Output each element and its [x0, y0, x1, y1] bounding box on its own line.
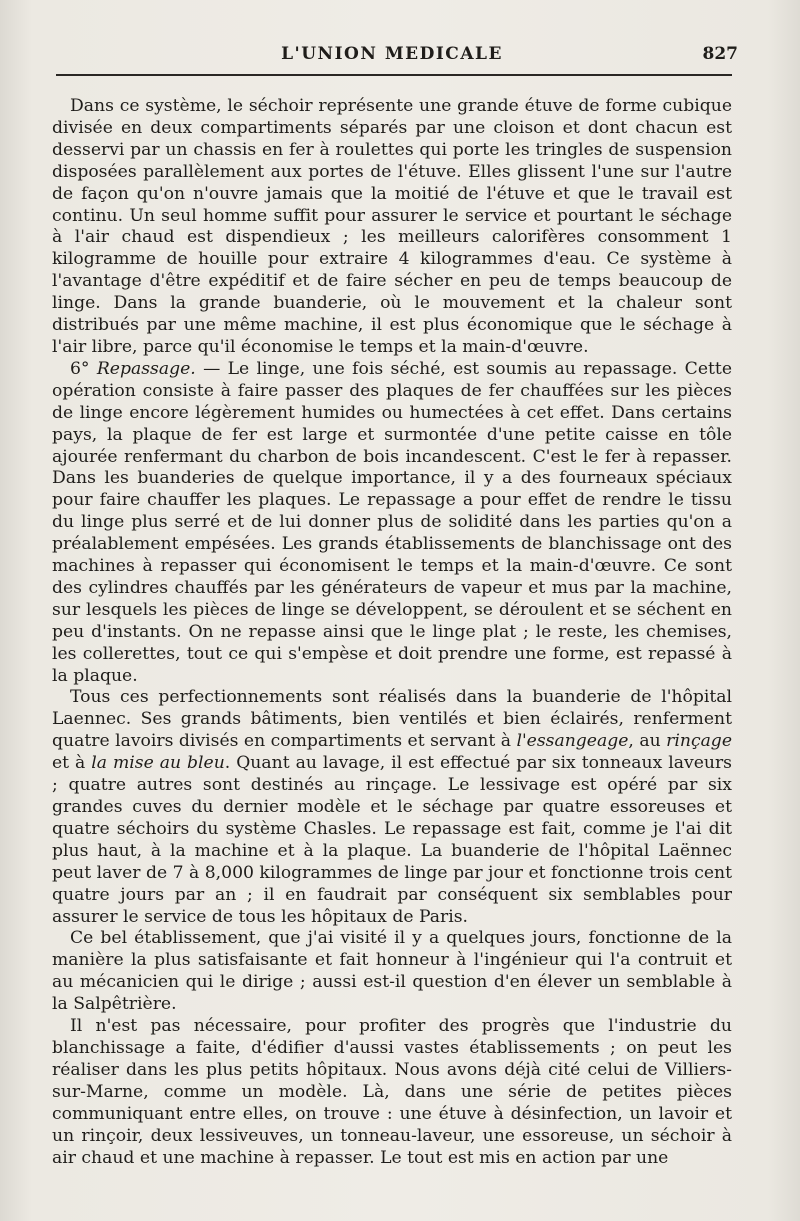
page-header: [52, 44, 738, 78]
text-segment: Il n'est pas nécessaire, pour profiter des progrès que l'industrie du blanchissage a faite, d'édifier d'aussi vastes établissements ; on peut les réaliser dans les plus petits hôpitaux. Nous avons déjà cité celui de Villiers-sur-Marne, comme un modèle. Là, dans une série de petites pièces communiquant entre elles, on trouve : une étuve à désinfection, un lavoir et un rinçoir, deux lessiveuves, un tonneau-laveur, une essoreuse, un séchoir à air chaud et une machine à repasser. Le tout est mis en action par une: [52, 1016, 732, 1168]
article-body: [52, 96, 732, 1169]
text-segment: Tous ces perfectionnements sont réalisés dans la buanderie de l'hôpital Laennec. Ses grands bâtiments, bien ventilés et bien éclairés, renferment quatre lavoirs divisés en compartiments et servant à: [52, 687, 732, 752]
paragraph: [52, 687, 732, 928]
italic-term: rinçage: [666, 731, 732, 752]
paragraph: [52, 96, 732, 359]
text-segment: 6°: [70, 358, 97, 379]
italic-term: la mise au bleu: [91, 753, 225, 774]
italic-term: Repassage.: [96, 358, 196, 379]
text-segment: , au: [628, 731, 667, 752]
header-rule: [56, 74, 732, 76]
italic-term: l'essangeage: [516, 731, 629, 752]
paragraph: [52, 1016, 732, 1169]
paragraph: [52, 928, 732, 1016]
text-segment: . Quant au lavage, il est effectué par six tonneaux laveurs ; quatre autres sont destinés au rinçage. Le lessivage est opéré par six grandes cuves du dernier modèle et le séchage par quatre essoreuses et quatre séchoirs du système Chasles. Le repassage est fait, comme je l'ai dit plus haut, à la machine et à la plaque. La buanderie de l'hôpital Laënnec peut laver de 7 à 8,000 kilogrammes de linge par jour et fonctionne trois cent quatre jours par an ; il en faudrait par conséquent six semblables pour assurer le service de tous les hôpitaux de Paris.: [52, 753, 732, 927]
text-segment: et à: [52, 753, 92, 774]
text-segment: Ce bel établissement, que j'ai visité il y a quelques jours, fonctionne de la manière la plus satisfaisante et fait honneur à l'ingénieur qui l'a contruit et au mécanicien qui le dirige ; aussi est-il question d'en élever un semblable à la Salpêtrière.: [52, 928, 732, 1015]
paragraph: [52, 359, 732, 688]
text-segment: — Le linge, une fois séché, est soumis au repassage. Cette opération consiste à faire passer des plaques de fer chauffées sur les pièces de linge encore légèrement humides ou humectées à cet effet. Dans certains pays, la plaque de fer est large et surmontée d'une petite caisse en tôle ajourée renfermant du charbon de bois incandescent. C'est le fer à repasser. Dans les buanderies de quelque importance, il y a des fourneaux spéciaux pour faire chauffer les plaques. Le repassage a pour effet de rendre le tissu du linge plus serré et de lui donner plus de solidité dans les parties qu'on a préalablement empésées. Les grands établissements de blanchissage ont des machines à repasser qui économisent le temps et la main-d'œuvre. Ce sont des cylindres chauffés par les générateurs de vapeur et mus par la machine, sur lesquels les pièces de linge se développent, se déroulent et se séchent en peu d'instants. On ne repasse ainsi que le linge plat ; le reste, les chemises, les collerettes, tout ce qui s'empèse et doit prendre une forme, est repassé à la plaque.: [52, 358, 732, 686]
running-title: L'UNION MEDICALE: [281, 44, 503, 64]
page-number: 827: [702, 44, 738, 64]
text-segment: Dans ce système, le séchoir représente une grande étuve de forme cubique divisée en deux compartiments séparés par une cloison et dont chacun est desservi par un chassis en fer à roulettes qui porte les tringles de suspension disposées parallèlement aux portes de l'étuve. Elles glissent l'une sur l'autre de façon qu'on n'ouvre jamais que la moitié de l'étuve et que le travail est continu. Un seul homme suffit pour assurer le service et pourtant le séchage à l'air chaud est dispendieux ; les meilleurs calorifères consomment 1 kilogramme de houille pour extraire 4 kilogrammes d'eau. Ce système à l'avantage d'être expéditif et de faire sécher en peu de temps beaucoup de linge. Dans la grande buanderie, où le mouvement et la chaleur sont distribués par une même machine, il est plus économique que le séchage à l'air libre, parce qu'il économise le temps et la main-d'œuvre.: [52, 96, 732, 357]
